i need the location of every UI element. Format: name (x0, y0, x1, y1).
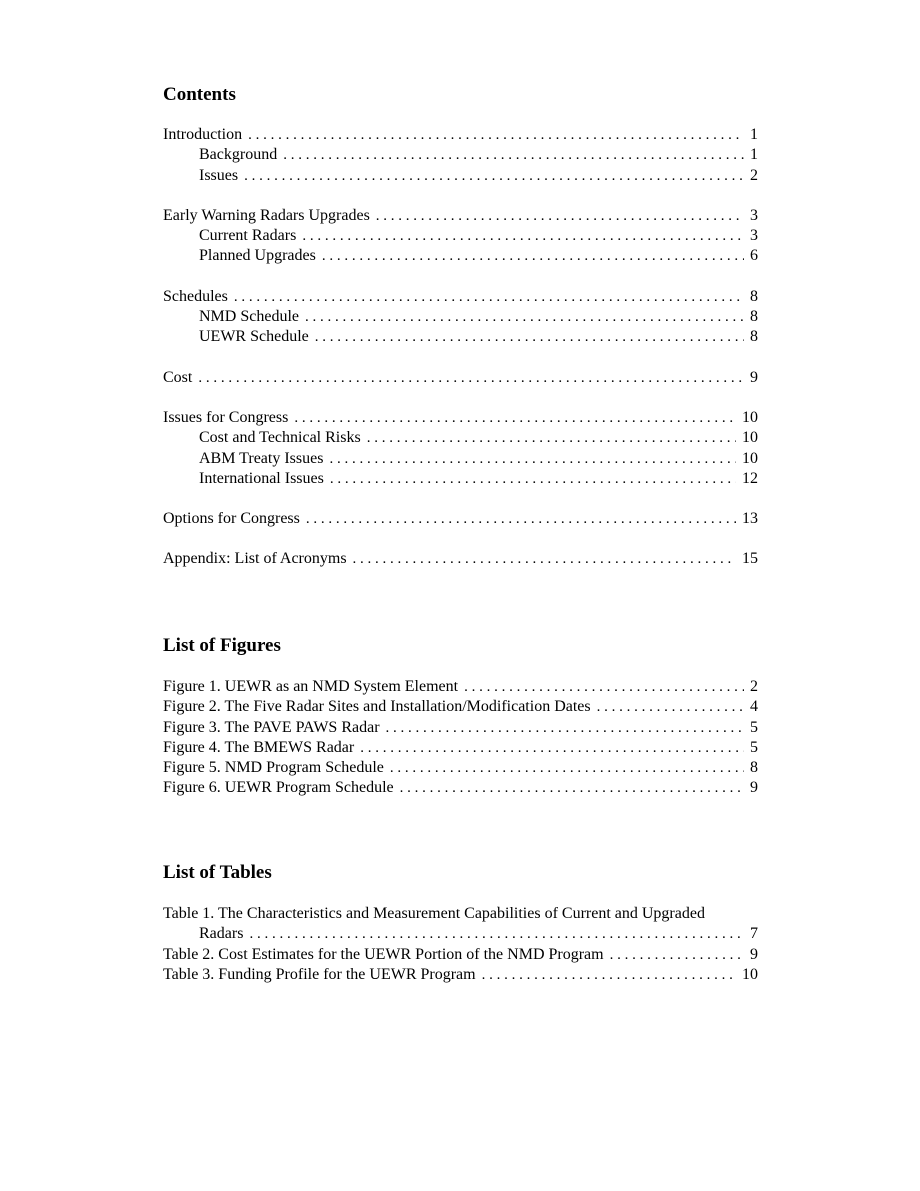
toc-entry-table-1[interactable] (163, 904, 758, 945)
toc-entry-figure-4[interactable] (163, 738, 758, 758)
dot-leader (302, 226, 744, 246)
dot-leader (306, 509, 736, 529)
page-number: 10 (742, 965, 758, 983)
tables-list (163, 945, 758, 986)
tables-section (163, 862, 758, 985)
entry-title: Background (199, 146, 278, 164)
toc-entry-1-2[interactable] (163, 246, 758, 266)
dot-leader (244, 166, 744, 186)
dot-leader (294, 408, 736, 428)
dot-leader (376, 206, 744, 226)
toc-entry-1-1[interactable] (163, 226, 758, 246)
page-number: 12 (742, 469, 758, 487)
dot-leader (305, 307, 744, 327)
page-number: 8 (750, 287, 758, 305)
page-number: 9 (750, 945, 758, 963)
dot-leader (283, 145, 744, 165)
dot-leader (198, 368, 744, 388)
entry-title: Current Radars (199, 227, 297, 245)
toc-entry-4-2[interactable] (163, 449, 758, 469)
entry-title: Figure 2. The Five Radar Sites and Installation/Modification Dates (163, 698, 591, 716)
toc-entry-table-3[interactable] (163, 965, 758, 985)
toc-entry-5-0[interactable] (163, 509, 758, 529)
page-number: 3 (750, 206, 758, 224)
toc-entry-figure-1[interactable] (163, 677, 758, 697)
toc-entry-figure-5[interactable] (163, 758, 758, 778)
dot-leader (353, 549, 736, 569)
dot-leader (367, 428, 736, 448)
toc-entry-3-0[interactable] (163, 368, 758, 388)
page-number: 4 (750, 698, 758, 716)
entry-title: Planned Upgrades (199, 247, 316, 265)
dot-leader (330, 469, 736, 489)
page-number: 9 (750, 368, 758, 386)
dot-leader (315, 327, 744, 347)
toc-entry-table-2[interactable] (163, 945, 758, 965)
entry-title: Table 2. Cost Estimates for the UEWR Portion of the NMD Program (163, 945, 604, 963)
toc-entry-4-0[interactable] (163, 408, 758, 428)
dot-leader (400, 778, 744, 798)
dot-leader (249, 924, 744, 944)
toc-entry-1-0[interactable] (163, 206, 758, 226)
entry-title: Appendix: List of Acronyms (163, 550, 347, 568)
page-number: 6 (750, 247, 758, 265)
page-number: 5 (750, 738, 758, 756)
contents-section (163, 84, 758, 570)
entry-title: Table 3. Funding Profile for the UEWR Program (163, 965, 476, 983)
dot-leader (610, 945, 744, 965)
toc-entry-2-2[interactable] (163, 327, 758, 347)
page-number: 8 (750, 308, 758, 326)
group-spacer (163, 388, 758, 408)
toc-entry-2-1[interactable] (163, 307, 758, 327)
entry-title: Figure 3. The PAVE PAWS Radar (163, 718, 380, 736)
toc-entry-2-0[interactable] (163, 287, 758, 307)
entry-title: UEWR Schedule (199, 328, 309, 346)
group-spacer (163, 267, 758, 287)
dot-leader (234, 287, 744, 307)
page-number: 2 (750, 678, 758, 695)
entry-title: ABM Treaty Issues (199, 449, 324, 467)
group-spacer (163, 348, 758, 368)
page-number: 9 (750, 779, 758, 797)
table-1-title-line2: Radars (199, 925, 244, 943)
toc-entry-4-3[interactable] (163, 469, 758, 489)
contents-heading: Contents (163, 84, 236, 105)
figures-heading: List of Figures (163, 635, 281, 656)
dot-leader (390, 758, 744, 778)
entry-title: Options for Congress (163, 510, 300, 528)
entry-title: Early Warning Radars Upgrades (163, 206, 370, 224)
toc-entry-4-1[interactable] (163, 428, 758, 448)
toc-entry-figure-2[interactable] (163, 697, 758, 717)
page-number: 13 (742, 510, 758, 528)
dot-leader (597, 697, 744, 717)
page-number: 10 (742, 449, 758, 467)
entry-title: Issues (199, 166, 239, 184)
page-number: 2 (750, 166, 758, 184)
entry-title: Figure 4. The BMEWS Radar (163, 738, 355, 756)
page-number: 8 (750, 759, 758, 777)
dot-leader (482, 965, 736, 985)
page-number: 10 (742, 429, 758, 447)
tables-heading: List of Tables (163, 862, 272, 883)
toc-entry-figure-6[interactable] (163, 778, 758, 798)
entry-title: Cost and Technical Risks (199, 429, 361, 447)
page-number: 1 (750, 146, 758, 164)
dot-leader (464, 677, 744, 697)
page-number: 7 (750, 925, 758, 943)
page-number: 15 (742, 550, 758, 568)
toc-entry-0-2[interactable] (163, 166, 758, 186)
figures-list (163, 677, 758, 799)
page-number: 5 (750, 718, 758, 736)
group-spacer (163, 489, 758, 509)
dot-leader (360, 738, 744, 758)
figures-section (163, 635, 758, 799)
toc-entry-figure-3[interactable] (163, 718, 758, 738)
page-number: 10 (742, 408, 758, 426)
page-number: 8 (750, 328, 758, 346)
dot-leader (386, 718, 744, 738)
group-spacer (163, 529, 758, 549)
page-number: 1 (750, 126, 758, 143)
dot-leader (322, 246, 744, 266)
toc-entry-0-1[interactable] (163, 145, 758, 165)
entry-title: Issues for Congress (163, 408, 289, 426)
dot-leader (329, 449, 736, 469)
entry-title: Figure 1. UEWR as an NMD System Element (163, 678, 459, 695)
entry-title: Figure 6. UEWR Program Schedule (163, 779, 394, 797)
entry-title: Schedules (163, 287, 228, 305)
page-number: 3 (750, 227, 758, 245)
entry-title: Introduction (163, 126, 243, 143)
entry-title: Figure 5. NMD Program Schedule (163, 759, 384, 777)
entry-title: NMD Schedule (199, 308, 299, 326)
table-1-title-line1: Table 1. The Characteristics and Measurement Capabilities of Current and Upgraded (163, 905, 705, 922)
contents-list (163, 125, 758, 570)
entry-title: International Issues (199, 469, 324, 487)
group-spacer (163, 186, 758, 206)
toc-entry-0-0[interactable] (163, 125, 758, 145)
dot-leader (248, 125, 744, 145)
entry-title: Cost (163, 368, 193, 386)
toc-entry-6-0[interactable] (163, 549, 758, 569)
